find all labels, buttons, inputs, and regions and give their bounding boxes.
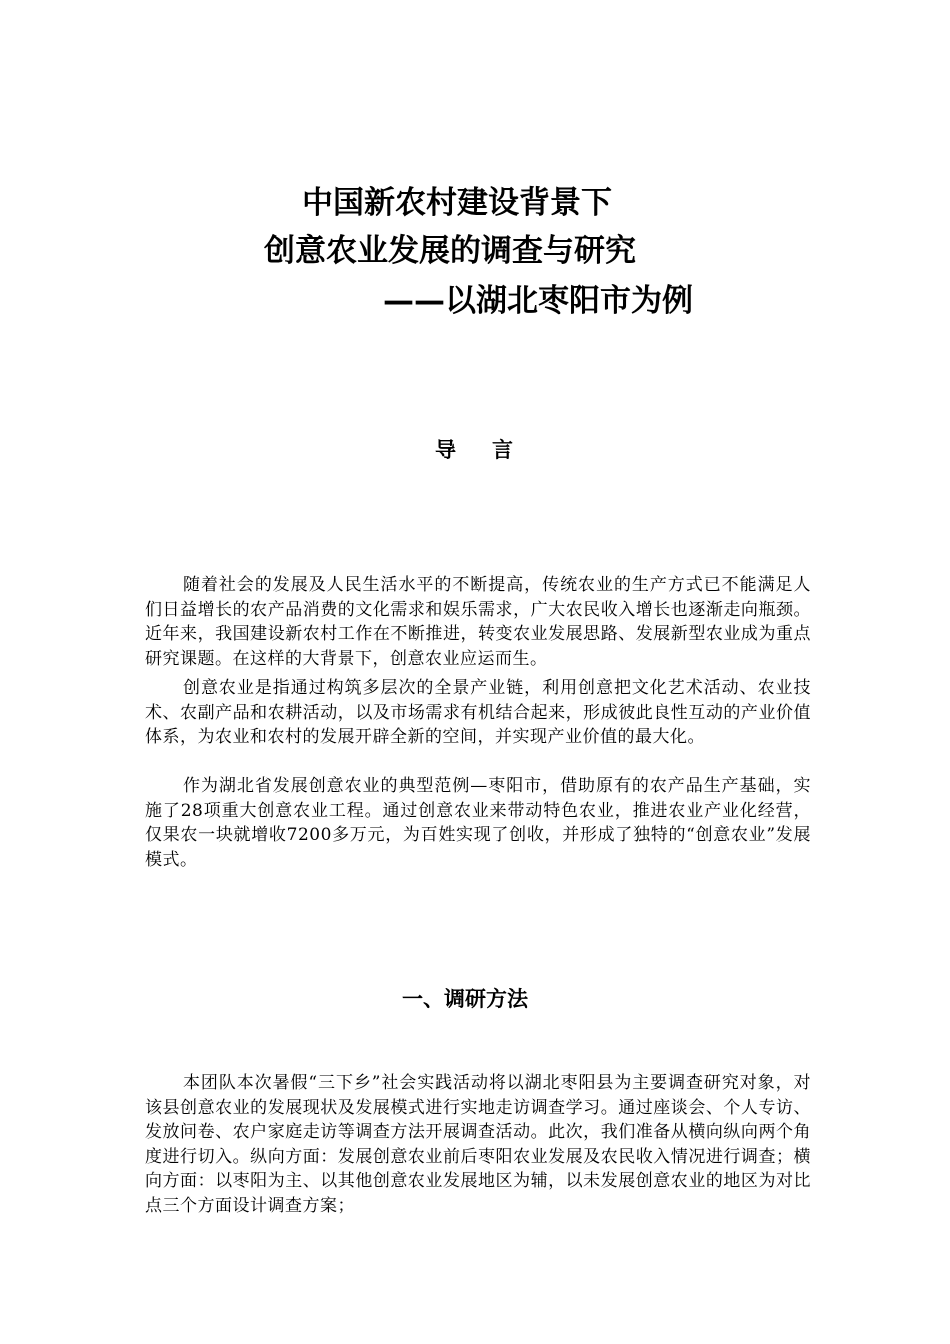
- section-1-heading: 一、调研方法: [402, 987, 528, 1011]
- intro-paragraph-2: 创意农业是指通过构筑多层次的全景产业链，利用创意把文化艺术活动、农业技术、农副产品和农耕活动，以及市场需求有机结合起来，形成彼此良性互动的产业价值体系，为农业和农村的发展开辟全新的空间，并实现产业价值的最大化。: [145, 678, 811, 748]
- section-1-paragraph-1: 本团队本次暑假“三下乡”社会实践活动将以湖北枣阳县为主要调查研究对象，对该县创意农业的发展现状及发展模式进行实地走访调查学习。通过座谈会、个人专访、发放问卷、农户家庭走访等调查方法开展调查活动。此次，我们准备从横向纵向两个角度进行切入。纵向方面：发展创意农业前后枣阳农业发展及农民收入情况进行调查；横向方面：以枣阳为主、以其他创意农业发展地区为辅，以未发展创意农业的地区为对比点三个方面设计调查方案；: [145, 1073, 811, 1216]
- intro-paragraph-1: 随着社会的发展及人民生活水平的不断提高，传统农业的生产方式已不能满足人们日益增长的农产品消费的文化需求和娱乐需求，广大农民收入增长也逐渐走向瓶颈。近年来，我国建设新农村工作在不断推进，转变农业发展思路、发展新型农业成为重点研究课题。在这样的大背景下，创意农业应运而生。: [145, 575, 811, 669]
- intro-heading: 导言: [435, 438, 549, 462]
- title-line-3: ——以湖北枣阳市为例: [383, 283, 693, 319]
- intro-paragraph-3: 作为湖北省发展创意农业的典型范例—枣阳市，借助原有的农产品生产基础，实施了28项重大创意农业工程。通过创意农业来带动特色农业，推进农业产业化经营，仅果农一块就增收7200多万元，为百姓实现了创收，并形成了独特的“创意农业”发展模式。: [145, 776, 811, 870]
- title-line-1: 中国新农村建设背景下: [302, 185, 612, 221]
- title-line-2: 创意农业发展的调查与研究: [264, 233, 636, 269]
